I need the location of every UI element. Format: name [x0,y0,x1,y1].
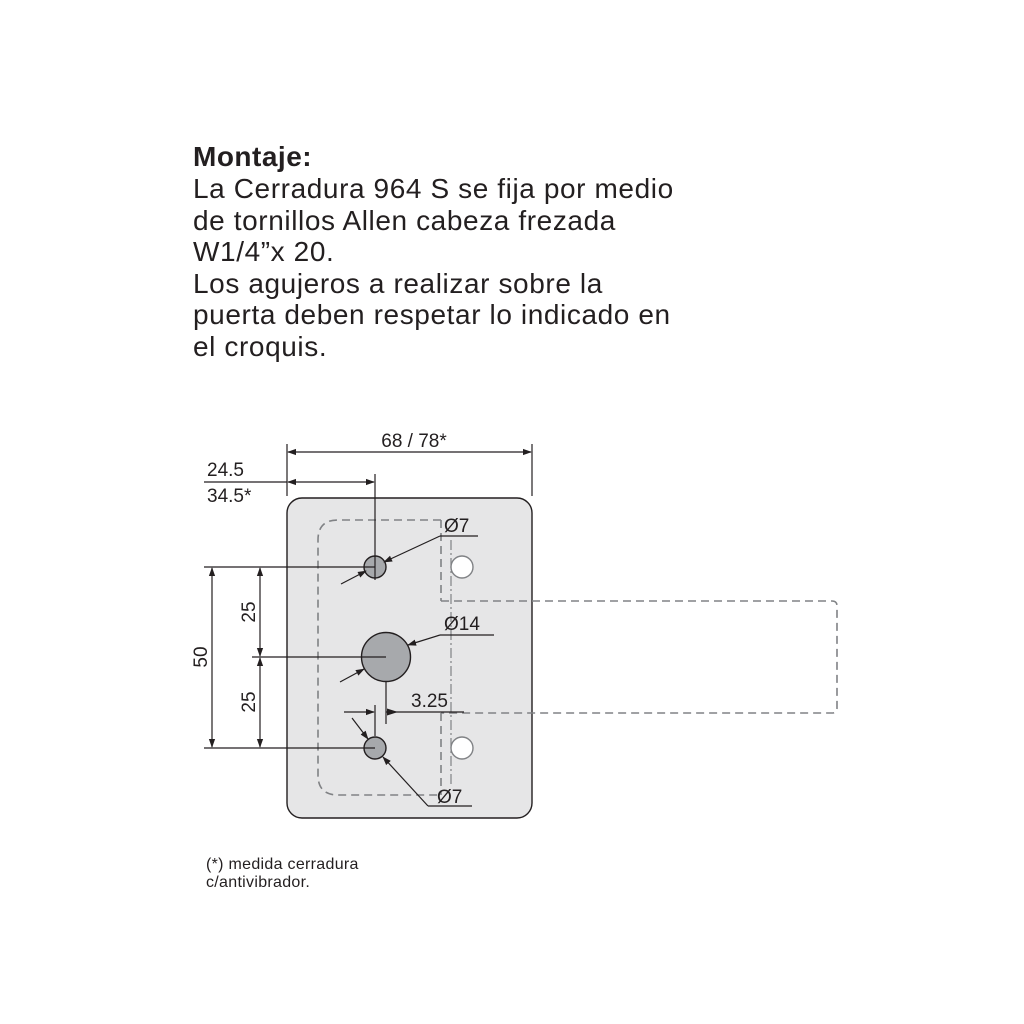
spacing-total-label: 50 [191,646,212,668]
spacing-lower-label: 25 [239,691,260,713]
instruction-line: el croquis. [193,330,328,362]
footnote [206,856,359,892]
offset-small-label: 3.25 [411,691,448,712]
offset-dimension-label: 24.5 [207,460,244,481]
instruction-line: de tornillos Allen cabeza frezada [193,204,616,236]
section-heading: Montaje: [193,141,313,172]
width-dimension-label: 68 / 78* [381,431,447,452]
footnote-line: (*) medida cerradura [206,856,359,873]
spacing-upper-label: 25 [239,601,260,623]
instruction-line: W1/4”x 20. [193,236,335,267]
instruction-line: La Cerradura 964 S se fija por medio [193,173,674,204]
hole-bottom-diameter-label: Ø7 [437,787,463,808]
instruction-line: Los agujeros a realizar sobre la [193,267,603,299]
hole-large-diameter-label: Ø14 [444,614,480,635]
offset-dimension-label-alt: 34.5* [207,486,252,507]
instruction-line: puerta deben respetar lo indicado en [193,299,671,330]
reference-hole [451,556,473,578]
reference-hole [451,737,473,759]
footnote-line: c/antivibrador. [206,874,311,891]
hole-top-diameter-label: Ø7 [444,516,470,537]
